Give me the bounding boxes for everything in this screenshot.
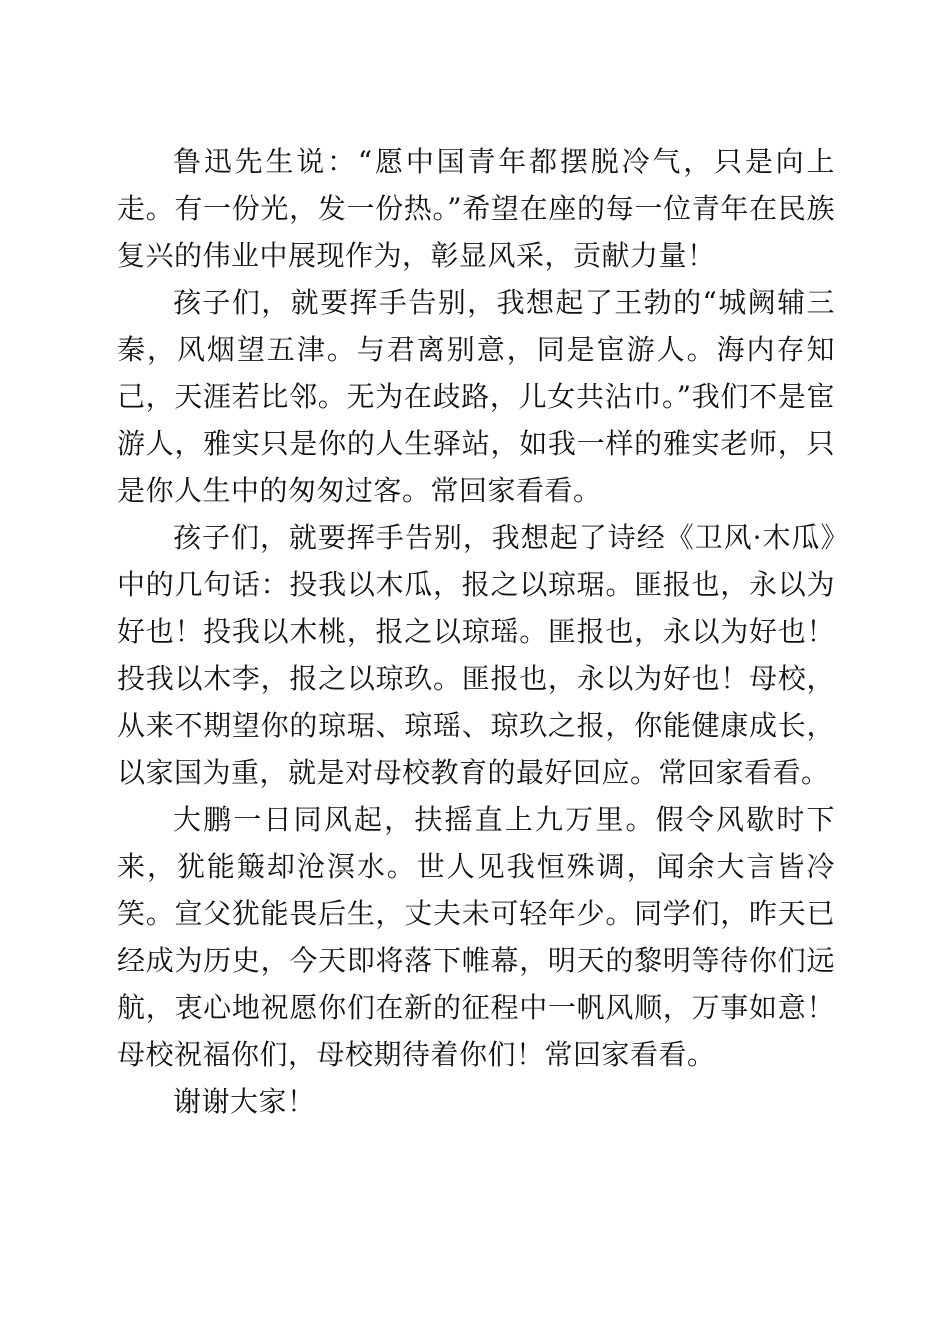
paragraph-thanks: 谢谢大家！ [173, 1085, 316, 1118]
paragraph-lu-xun-quote: 鲁迅先生说：“愿中国青年都摆脱冷气，只是向上走。有一份光，发一份热。”希望在座的每一位青年在民族复兴的伟业中展现作为，彰显风采，贡献力量！ [117, 145, 835, 272]
paragraph-book-of-songs: 孩子们，就要挥手告别，我想起了诗经《卫风·木瓜》中的几句话：投我以木瓜，报之以琼琚。匪报也，永以为好也！投我以木桃，报之以琼瑶。匪报也，永以为好也！投我以木李，报之以琼玖。匪报也，永以为好也！母校，从来不期望你的琼琚、琼瑶、琼玖之报，你能健康成长，以家国为重，就是对母校教育的最好回应。常回家看看。 [117, 521, 835, 789]
paragraph-li-bai-poem: 大鹏一日同风起，扶摇直上九万里。假令风歇时下来，犹能簸却沧溟水。世人见我恒殊调，闻余大言皆冷笑。宣父犹能畏后生，丈夫未可轻年少。同学们，昨天已经成为历史，今天即将落下帷幕，明天的黎明等待你们远航，衷心地祝愿你们在新的征程中一帆风顺，万事如意！母校祝福你们，母校期待着你们！常回家看看。 [117, 803, 835, 1071]
document-body [117, 138, 835, 1125]
paragraph-wang-bo-poem: 孩子们，就要挥手告别，我想起了王勃的“城阙辅三秦，风烟望五津。与君离别意，同是宦游人。海内存知己，天涯若比邻。无为在歧路，儿女共沾巾。”我们不是宦游人，雅实只是你的人生驿站，如我一样的雅实老师，只是你人生中的匆匆过客。常回家看看。 [117, 286, 835, 507]
